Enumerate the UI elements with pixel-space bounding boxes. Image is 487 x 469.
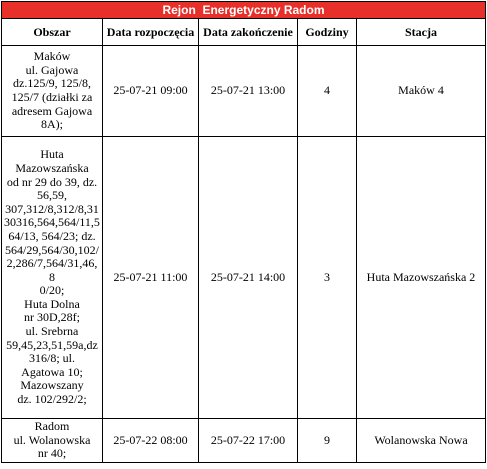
table-title: Rejon Energetyczny Radom <box>2 2 486 19</box>
area-line: nr 40; <box>37 446 67 461</box>
start-date-cell: 25-07-21 09:00 <box>103 46 199 137</box>
area-line: ul. Srebrna <box>25 324 79 339</box>
area-line: 0/20; <box>39 283 65 298</box>
header-row <box>2 19 486 46</box>
hours-cell: 4 <box>298 46 357 137</box>
area-line: 307,312/8,312/8,31 <box>5 201 99 216</box>
area-line: 59,45,23,51,59a,dz <box>6 337 98 352</box>
area-line: Huta Dolna <box>24 296 80 311</box>
area-line: adresem Gajowa <box>11 103 93 118</box>
area-line: 64/13, 564/23; dz. <box>8 228 96 243</box>
hours-cell: 3 <box>298 137 357 419</box>
header-end-date: Data zakończenie <box>199 19 298 46</box>
area-cell <box>2 137 103 419</box>
station-cell: Huta Mazowszańska 2 <box>357 137 486 419</box>
area-cell <box>2 419 103 463</box>
table-row <box>2 46 486 137</box>
area-line: 30316,564,564/11,5 <box>4 215 100 230</box>
area-line: 316/8; ul. <box>28 351 75 366</box>
outage-table <box>1 1 486 463</box>
header-area: Obszar <box>2 19 103 46</box>
area-line: ul. Gajowa <box>25 62 79 77</box>
area-line: Huta <box>40 147 64 162</box>
area-line: 8A); <box>41 117 63 132</box>
end-date-cell: 25-07-21 14:00 <box>199 137 298 419</box>
area-cell <box>2 46 103 137</box>
station-cell: Maków 4 <box>357 46 486 137</box>
header-start-date: Data rozpoczęcia <box>103 19 199 46</box>
area-line: 2,286/7,564/31,46,8 <box>6 256 98 284</box>
area-line: dz.125/9, 125/8, <box>13 76 91 91</box>
area-line: ul. Wolanowska <box>13 432 91 447</box>
start-date-cell: 25-07-21 11:00 <box>103 137 199 419</box>
area-line: 125/7 (działki za <box>11 90 93 104</box>
area-line: od nr 29 do 39, dz. <box>6 174 98 189</box>
area-line: Maków <box>33 49 71 64</box>
end-date-cell: 25-07-22 17:00 <box>199 419 298 463</box>
end-date-cell: 25-07-21 13:00 <box>199 46 298 137</box>
header-station: Stacja <box>357 19 486 46</box>
area-line: Mazowszany <box>20 378 84 393</box>
area-line: Agatowa 10; <box>21 364 83 379</box>
area-line: 56,59, <box>37 188 67 203</box>
table-row <box>2 137 486 419</box>
table-row <box>2 419 486 463</box>
station-cell: Wolanowska Nowa <box>357 419 486 463</box>
header-hours: Godziny <box>298 19 357 46</box>
area-line: Mazowszańska <box>15 160 89 175</box>
area-line: dz. 102/292/2; <box>17 392 87 407</box>
hours-cell: 9 <box>298 419 357 463</box>
title-row <box>2 2 486 19</box>
area-line: Radom <box>34 419 70 433</box>
area-line: nr 30D,28f; <box>24 310 80 325</box>
start-date-cell: 25-07-22 08:00 <box>103 419 199 463</box>
area-line: 564/29,564/30,102/ <box>4 242 99 257</box>
